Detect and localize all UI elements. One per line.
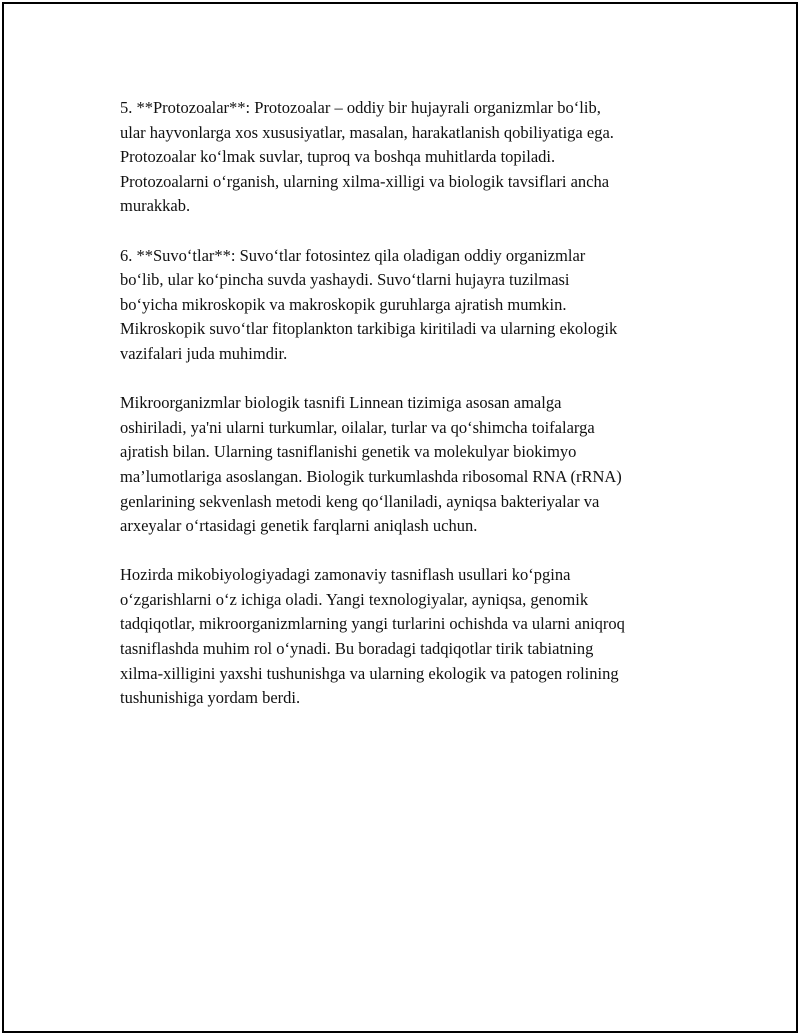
paragraph-modern-methods [120, 563, 710, 711]
paragraph-classification [120, 391, 710, 539]
page-frame [2, 2, 798, 1033]
text-line: bo‘lib, ular ko‘pincha suvda yashaydi. Suvo‘tlarni hujayra tuzilmasi [120, 270, 570, 290]
text-line: tadqiqotlar, mikroorganizmlarning yangi turlarini ochishda va ularni aniqroq [120, 614, 625, 634]
text-line: genlarining sekvenlash metodi keng qo‘llaniladi, ayniqsa bakteriyalar va [120, 491, 600, 511]
text-line: ma’lumotlariga asoslangan. Biologik turkumlashda ribosomal RNA (rRNA) [120, 466, 622, 486]
paragraph-protozoalar [120, 96, 710, 219]
text-line: Protozoalar ko‘lmak suvlar, tuproq va boshqa muhitlarda topiladi. [120, 147, 556, 167]
text-line: Hozirda mikobiyologiyadagi zamonaviy tasniflash usullari ko‘pgina [120, 565, 571, 585]
text-line: arxeyalar o‘rtasidagi genetik farqlarni aniqlash uchun. [120, 516, 478, 536]
text-line: ular hayvonlarga xos xususiyatlar, masalan, harakatlanish qobiliyatiga ega. [120, 122, 614, 142]
text-line: vazifalari juda muhimdir. [120, 343, 288, 363]
paragraph-suvotlar [120, 244, 710, 367]
text-line: murakkab. [120, 196, 191, 216]
text-line: ajratish bilan. Ularning tasniflanishi genetik va molekulyar biokimyo [120, 442, 577, 462]
document-body [120, 96, 710, 735]
text-line: xilma-xilligini yaxshi tushunishga va ularning ekologik va patogen rolining [120, 663, 619, 683]
text-line: tushunishiga yordam berdi. [120, 688, 301, 708]
text-line: Mikroorganizmlar biologik tasnifi Linnean tizimiga asosan amalga [120, 393, 562, 413]
text-line: 6. **Suvo‘tlar**: Suvo‘tlar fotosintez qila oladigan oddiy organizmlar [120, 245, 586, 265]
text-line: oshiriladi, ya'ni ularni turkumlar, oilalar, turlar va qo‘shimcha toifalarga [120, 417, 595, 437]
text-line: Mikroskopik suvo‘tlar fitoplankton tarkibiga kiritiladi va ularning ekologik [120, 319, 618, 339]
text-line: o‘zgarishlarni o‘z ichiga oladi. Yangi texnologiyalar, ayniqsa, genomik [120, 589, 589, 609]
text-line: bo‘yicha mikroskopik va makroskopik guruhlarga ajratish mumkin. [120, 294, 567, 314]
text-line: Protozoalarni o‘rganish, ularning xilma-xilligi va biologik tavsiflari ancha [120, 171, 610, 191]
text-line: 5. **Protozoalar**: Protozoalar – oddiy bir hujayrali organizmlar bo‘lib, [120, 98, 601, 117]
text-line: tasniflashda muhim rol o‘ynadi. Bu boradagi tadqiqotlar tirik tabiatning [120, 639, 594, 659]
